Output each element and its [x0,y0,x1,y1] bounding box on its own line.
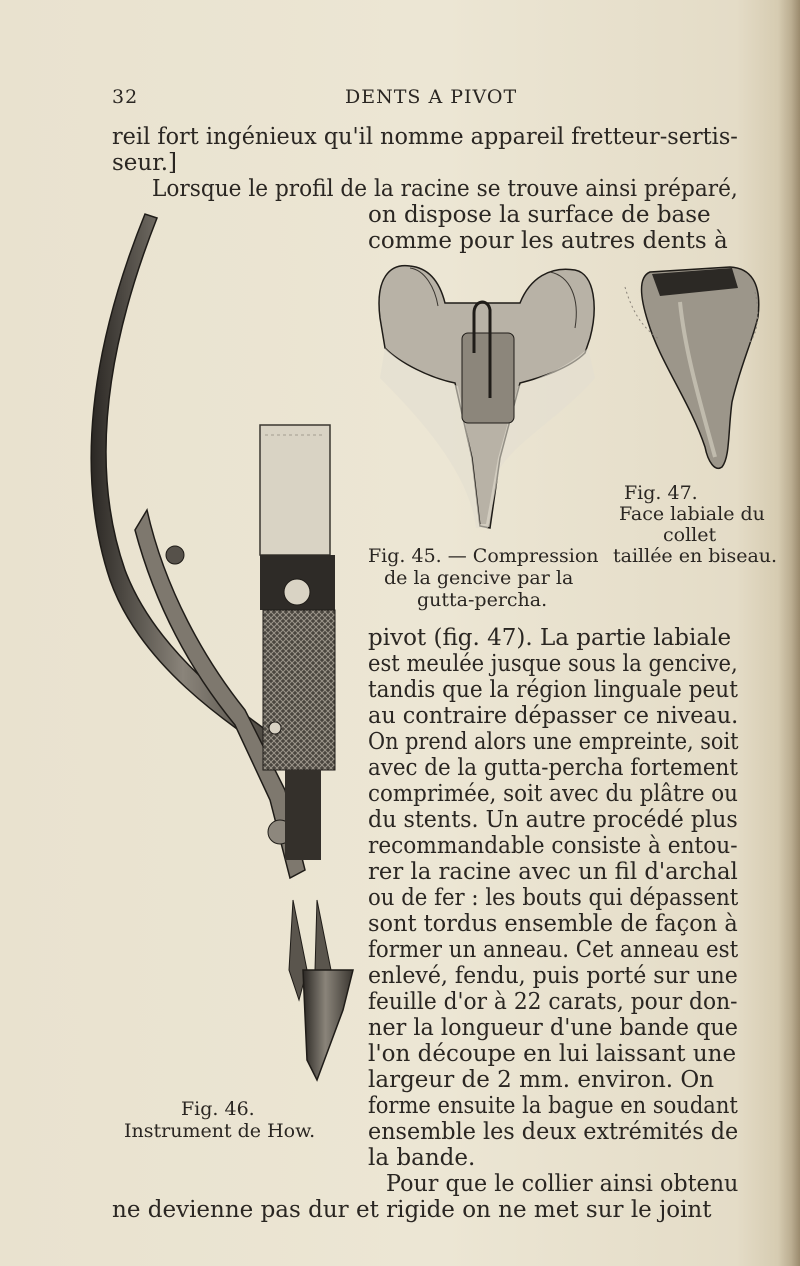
fig47-caption-line: taillée en biseau. [613,545,778,567]
fig46-caption-line: Fig. 46. [181,1098,255,1120]
page-edge-shadow [778,0,800,1266]
text-line: former un anneau. Cet anneau est [368,937,739,963]
text-line: On prend alors une empreinte, soit [368,729,739,755]
fig47-caption-line: Face labiale du [619,503,765,525]
text-line: rer la racine avec un fil d'archal [368,859,738,885]
text-line: avec de la gutta-percha fortement [368,755,738,781]
text-line: Pour que le collier ainsi obtenu [386,1171,739,1197]
text-line: sont tordus ensemble de façon à [368,911,738,937]
text-line: Lorsque le profil de la racine se trouve ainsi préparé, [152,176,738,202]
text-line: recommandable consiste à entou- [368,833,738,859]
instrument-illustration [85,210,365,1090]
text-line: la bande. [368,1145,476,1171]
text-line: on dispose la surface de base [368,202,711,228]
text-line: comprimée, soit avec du plâtre ou [368,781,738,807]
fig47-caption-line: collet [663,524,717,546]
text-line: pivot (fig. 47). La partie labiale [368,625,732,651]
text-line: est meulée jusque sous la gencive, [368,651,738,677]
tooth-labial-face-illustration [620,262,765,472]
text-line: ner la longueur d'une bande que [368,1015,738,1041]
text-line: enlevé, fendu, puis porté sur une [368,963,738,989]
text-line: reil fort ingénieux qu'il nomme appareil fretteur-sertis- [112,124,738,150]
fig45-caption-line: gutta-percha. [417,589,548,611]
text-line: ou de fer : les bouts qui dépassent [368,885,739,911]
fig45-caption-line: de la gencive par la [384,567,574,589]
text-line: feuille d'or à 22 carats, pour don- [368,989,738,1015]
text-line: ensemble les deux extrémités de [368,1119,739,1145]
text-line: largeur de 2 mm. environ. On [368,1067,715,1093]
text-line: du stents. Un autre procédé plus [368,807,738,833]
page-number: 32 [112,86,139,108]
text-line: seur.] [112,150,177,176]
text-line: tandis que la région linguale peut [368,677,738,703]
text-line: forme ensuite la bague en soudant [368,1093,738,1119]
text-line: comme pour les autres dents à [368,228,728,254]
text-line: l'on découpe en lui laissant une [368,1041,737,1067]
fig45-caption-line: Fig. 45. — Compression [368,545,599,567]
text-line: ne devienne pas dur et rigide on ne met sur le joint [112,1197,712,1223]
fig47-caption-line: Fig. 47. [624,482,698,504]
fig46-caption-line: Instrument de How. [124,1120,316,1142]
tooth-compression-illustration [370,258,605,533]
text-line: au contraire dépasser ce niveau. [368,703,739,729]
running-title: DENTS A PIVOT [345,86,518,108]
